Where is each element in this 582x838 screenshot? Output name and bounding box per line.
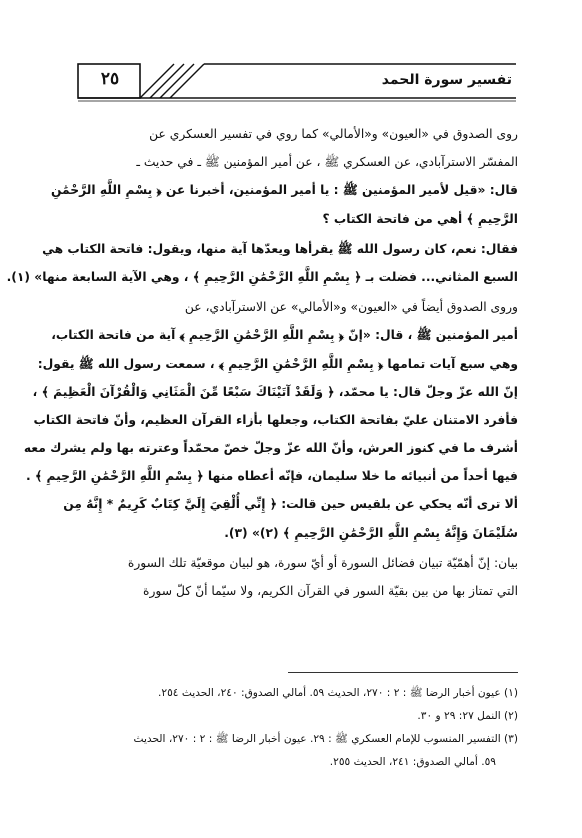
text-line: بيان: إنّ أهمّيّة تبيان فضائل السورة أو أيّ سورة، هو لبيان موقعيّة تلك السورة bbox=[127, 555, 518, 570]
text-line: السبع المثاني... فضلت بـ ﴿ بِسْمِ اللَّهِ الرَّحْمَٰنِ الرَّحِيمِ ﴾ ، وهي الآية السابعة منها» (١). bbox=[6, 269, 518, 284]
page-number: ٢٥ bbox=[100, 69, 120, 89]
text-line: أشرف ما في كنوز العرش، وأنّ الله عزّ وجلّ خصّ محمّداً وعترته بها ولم يشرك معه bbox=[23, 441, 518, 456]
text-line: أمير المؤمنين ﷺ ، قال: «إنّ ﴿ بِسْمِ اللَّهِ الرَّحْمَٰنِ الرَّحِيمِ ﴾ آية من فاتحة الكتاب، bbox=[51, 328, 518, 343]
page-header bbox=[76, 60, 518, 102]
text-line: الرَّحِيمِ ﴾ أهي من فاتحة الكتاب ؟ bbox=[322, 211, 518, 226]
body-text bbox=[6, 120, 518, 605]
text-line: التي تمتاز بها من بين بقيّة السور في القرآن الكريم، ولا سيّما أنّ كلّ سورة bbox=[143, 584, 518, 598]
text-line: إنّ الله عزّ وجلّ قال: يا محمّد، ﴿ وَلَقَدْ آتَيْنَاكَ سَبْعًا مِّنَ الْمَثَانِي وَالْقُرْآنَ الْعَظِيمَ ﴾ ، bbox=[32, 384, 518, 399]
footnote: (٢) النمل ٢٧: ٢٩ و ٣٠. bbox=[417, 710, 518, 722]
text-line: سُلَيْمَانَ وَإِنَّهُ بِسْمِ اللَّهِ الرَّحْمَٰنِ الرَّحِيمِ ﴾ (٢)» (٣). bbox=[224, 525, 518, 540]
footnote-divider bbox=[288, 672, 518, 673]
footnote: (٣) التفسير المنسوب للإمام العسكري ﷺ : ٢٩. عيون أخبار الرضا ﷺ : ٢ : ٢٧٠، الحديث bbox=[133, 733, 518, 745]
text-line: وهي سبع آيات تمامها ﴿ بِسْمِ اللَّهِ الرَّحْمَٰنِ الرَّحِيمِ ﴾ ، سمعت رسول الله ﷺ يقول: bbox=[37, 356, 518, 371]
footnote: (١) عيون أخبار الرضا ﷺ : ٢ : ٢٧٠، الحديث ٥٩. أمالي الصدوق: ٢٤٠، الحديث ٢٥٤. bbox=[158, 687, 518, 699]
footnote-continuation: ٥٩. أمالي الصدوق: ٢٤١، الحديث ٢٥٥. bbox=[329, 756, 496, 768]
running-title: تفسير سورة الحمد bbox=[381, 72, 512, 88]
text-line: فيها أحداً من أنبيائه ما خلا سليمان، فإنّه أعطاه منها ﴿ بِسْمِ اللَّهِ الرَّحْمَٰنِ الرَّحِيمِ ﴾ . bbox=[26, 469, 518, 484]
text-line: وروى الصدوق أيضاً في «العيون» و«الأمالي» عن الاسترآبادي، عن bbox=[184, 300, 518, 315]
text-line: فقال: نعم، كان رسول الله ﷺ يقرأها ويعدّها آية منها، ويقول: فاتحة الكتاب هي bbox=[42, 241, 518, 256]
text-line: المفسّر الاسترآبادي، عن العسكري ﷺ ، عن أمير المؤمنين ﷺ ـ في حديث ـ bbox=[136, 155, 518, 170]
text-line: قال: «قيل لأمير المؤمنين ﷺ : يا أمير المؤمنين، أخبرنا عن ﴿ بِسْمِ اللَّهِ الرَّحْمَٰنِ bbox=[50, 183, 518, 198]
text-line: فأفرد الامتنان عليّ بفاتحة الكتاب، وجعلها بأزاء القرآن العظيم، وأنّ فاتحة الكتاب bbox=[33, 412, 518, 427]
footnotes bbox=[64, 682, 518, 774]
text-line: روى الصدوق في «العيون» و«الأمالي» كما روي في تفسير العسكري عن bbox=[149, 127, 518, 141]
text-line: ألا ترى أنّه يحكي عن بلقيس حين قالت: ﴿ إِنِّي أُلْقِيَ إِلَيَّ كِتَابٌ كَرِيمٌ * إِنَّهُ مِن bbox=[63, 497, 518, 512]
